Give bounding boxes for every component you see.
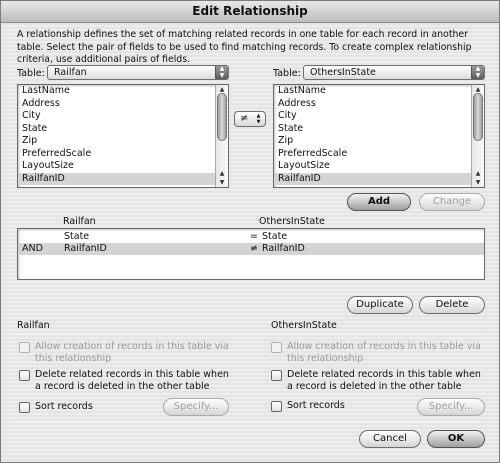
right-list-scrollbar[interactable] xyxy=(471,85,484,187)
list-item[interactable]: Zip xyxy=(278,135,294,146)
table-row-selected[interactable] xyxy=(18,243,484,255)
left-sort-label: Sort records xyxy=(35,401,93,412)
left-list-scrollbar[interactable] xyxy=(215,85,228,187)
add-button[interactable]: Add xyxy=(347,193,411,211)
left-table-value: Railfan xyxy=(54,67,87,78)
scroll-up-icon[interactable]: ▲ xyxy=(475,86,481,93)
right-table-label: Table: xyxy=(273,68,301,79)
list-item[interactable]: State xyxy=(278,122,304,134)
left-sort-checkbox[interactable] xyxy=(19,402,30,413)
left-specify-button[interactable]: Specify... xyxy=(163,398,229,416)
right-field-list[interactable] xyxy=(273,84,485,188)
right-allow-creation-checkbox[interactable] xyxy=(271,342,282,353)
scroll-down-icon[interactable]: ▼ xyxy=(219,179,225,186)
scroll-thumb[interactable] xyxy=(473,93,483,141)
criteria-operator: = xyxy=(250,231,258,242)
list-item[interactable]: LastName xyxy=(278,85,326,96)
right-table-popup[interactable] xyxy=(303,65,485,80)
popup-arrows-icon: ▲ ▼ xyxy=(215,66,228,79)
list-item-selected[interactable]: RailfanID xyxy=(274,173,484,186)
left-options-title: Railfan xyxy=(17,320,50,331)
operator-value: ≠ xyxy=(240,113,249,124)
popup-arrows-icon: ▲ ▼ xyxy=(471,66,484,79)
right-allow-creation-label: Allow creation of records in this table via this relationship xyxy=(287,341,481,364)
scroll-up-icon[interactable]: ▲ xyxy=(475,170,481,177)
table-row[interactable] xyxy=(18,231,484,243)
criteria-right-field: State xyxy=(262,231,288,242)
change-button[interactable]: Change xyxy=(419,193,485,211)
list-item[interactable]: PreferredScale xyxy=(278,147,348,159)
list-item[interactable]: LayoutSize xyxy=(22,160,74,171)
operator-popup[interactable] xyxy=(234,111,266,127)
left-delete-related-checkbox[interactable] xyxy=(19,370,30,381)
criteria-conjunction: AND xyxy=(22,243,43,254)
list-item[interactable]: City xyxy=(278,110,297,121)
left-allow-creation-label: Allow creation of records in this table via this relationship xyxy=(35,341,229,364)
scroll-thumb[interactable] xyxy=(217,93,227,141)
right-sort-label: Sort records xyxy=(287,400,345,411)
right-table-value: OthersInState xyxy=(310,67,376,78)
scroll-up-icon[interactable]: ▲ xyxy=(219,86,225,93)
cancel-button[interactable]: Cancel xyxy=(359,430,421,448)
list-item[interactable]: LastName xyxy=(22,85,70,96)
description-text: A relationship defines the set of matching related records in one table for each record in another table. Select the pair of fields to be used to find matching records. To create complex relationship criteria, use additional pairs of fields. xyxy=(17,29,472,65)
scroll-down-icon[interactable]: ▼ xyxy=(475,179,481,186)
right-specify-button[interactable]: Specify... xyxy=(417,398,485,416)
ok-button[interactable]: OK xyxy=(427,430,485,448)
list-item[interactable]: City xyxy=(22,110,41,121)
left-delete-related-label: Delete related records in this table when a record is deleted in the other table xyxy=(35,369,229,392)
scroll-up-icon[interactable]: ▲ xyxy=(219,170,225,177)
right-options-title: OthersInState xyxy=(271,320,337,331)
left-allow-creation-checkbox[interactable] xyxy=(19,342,30,353)
duplicate-button[interactable]: Duplicate xyxy=(347,296,413,314)
list-item[interactable]: Zip xyxy=(22,135,38,146)
list-item[interactable]: LayoutSize xyxy=(278,160,330,171)
list-item[interactable]: PreferredScale xyxy=(22,147,92,159)
right-delete-related-checkbox[interactable] xyxy=(271,370,282,381)
criteria-left-field: RailfanID xyxy=(64,243,107,254)
criteria-left-field: State xyxy=(64,231,90,242)
footer-divider xyxy=(17,421,485,422)
right-sort-checkbox[interactable] xyxy=(271,401,282,412)
left-field-list[interactable] xyxy=(17,84,229,188)
options-divider xyxy=(17,334,485,335)
criteria-operator: ≠ xyxy=(250,243,258,254)
right-delete-related-label: Delete related records in this table when a record is deleted in the other table xyxy=(287,369,481,392)
criteria-right-field: RailfanID xyxy=(262,243,305,254)
criteria-list[interactable] xyxy=(17,228,485,280)
left-table-label: Table: xyxy=(17,68,45,79)
left-table-popup[interactable] xyxy=(47,65,229,80)
window-title: Edit Relationship xyxy=(1,1,499,23)
criteria-header-right: OthersInState xyxy=(259,216,325,227)
list-item-selected[interactable]: RailfanID xyxy=(18,173,228,186)
popup-arrows-icon: ▲ ▼ xyxy=(256,113,261,125)
list-item[interactable]: State xyxy=(22,122,48,134)
criteria-header-left: Railfan xyxy=(63,216,96,227)
list-item[interactable]: Address xyxy=(22,97,60,109)
list-item[interactable]: Address xyxy=(278,97,316,109)
delete-button[interactable]: Delete xyxy=(419,296,485,314)
